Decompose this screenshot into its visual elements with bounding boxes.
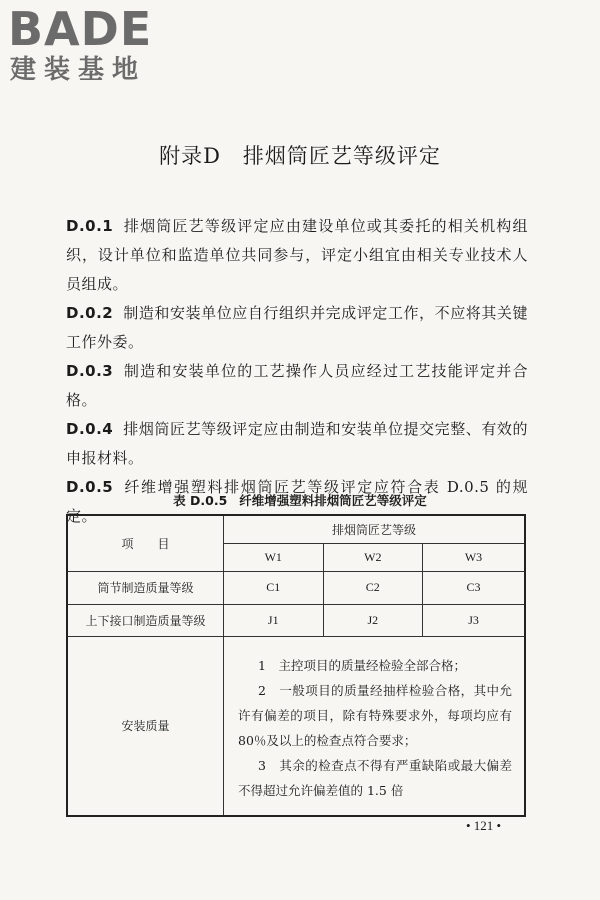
clause-text: 制造和安装单位应自行组织并完成评定工作，不应将其关键工作外委。 (66, 304, 528, 351)
row-value: C1 (224, 571, 324, 604)
table-header-row (67, 515, 525, 543)
requirement-item: 1 主控项目的质量经检验全部合格； (258, 657, 466, 673)
clause-text: 排烟筒匠艺等级评定应由制造和安装单位提交完整、有效的申报材料。 (66, 420, 528, 467)
clause-d03 (66, 357, 528, 415)
table-caption-number: 表 D.0.5 (173, 493, 228, 508)
row-value: J3 (423, 604, 525, 636)
row-value: C2 (323, 571, 423, 604)
header-item: 项 目 (67, 515, 224, 571)
requirement-item: 3 其余的检查点不得有严重缺陷或最大偏差不得超过允许偏差值的 1.5 倍 (238, 757, 512, 798)
grade-w1: W1 (224, 543, 324, 571)
install-requirements (224, 636, 526, 816)
table-row (67, 571, 525, 604)
clause-list (66, 212, 528, 531)
clause-number: D.0.5 (66, 478, 114, 496)
appendix-title: 附录D 排烟筒匠艺等级评定 (159, 144, 441, 168)
clause-text: 排烟筒匠艺等级评定应由建设单位或其委托的相关机构组织，设计单位和监造单位共同参与，评定小组宜由相关专业技术人员组成。 (66, 217, 528, 293)
row-label: 筒节制造质量等级 (67, 571, 224, 604)
requirement-item: 2 一般项目的质量经抽样检验合格，其中允许有偏差的项目，除有特殊要求外，每项均应有 80％及以上的检查点符合要求； (238, 682, 512, 748)
row-value: J1 (224, 604, 324, 636)
header-grade-group: 排烟筒匠艺等级 (224, 515, 526, 543)
table-row (67, 604, 525, 636)
table-caption (0, 491, 600, 509)
logo-wordmark: BADE (8, 2, 153, 56)
publisher-logo (8, 4, 178, 86)
row-value: J2 (323, 604, 423, 636)
clause-text: 制造和安装单位的工艺操作人员应经过工艺技能评定并合格。 (66, 362, 528, 409)
clause-text: 纤维增强塑料排烟筒匠艺等级评定应符合表 D.0.5 的规定。 (66, 478, 528, 525)
grade-w2: W2 (323, 543, 423, 571)
craft-grade-table (66, 514, 526, 817)
row-label: 安装质量 (67, 636, 224, 816)
clause-d01 (66, 212, 528, 299)
grade-w3: W3 (423, 543, 525, 571)
clause-number: D.0.3 (66, 362, 114, 380)
clause-d02 (66, 299, 528, 357)
row-value: C3 (423, 571, 525, 604)
clause-number: D.0.1 (66, 217, 114, 235)
row-label: 上下接口制造质量等级 (67, 604, 224, 636)
page-number: • 121 • (466, 818, 502, 833)
clause-number: D.0.2 (66, 304, 114, 322)
clause-d04 (66, 415, 528, 473)
table-caption-title: 纤维增强塑料排烟筒匠艺等级评定 (239, 493, 427, 508)
clause-number: D.0.4 (66, 420, 114, 438)
table-row-install (67, 636, 525, 816)
logo-subtitle: 建装基地 (10, 55, 147, 85)
